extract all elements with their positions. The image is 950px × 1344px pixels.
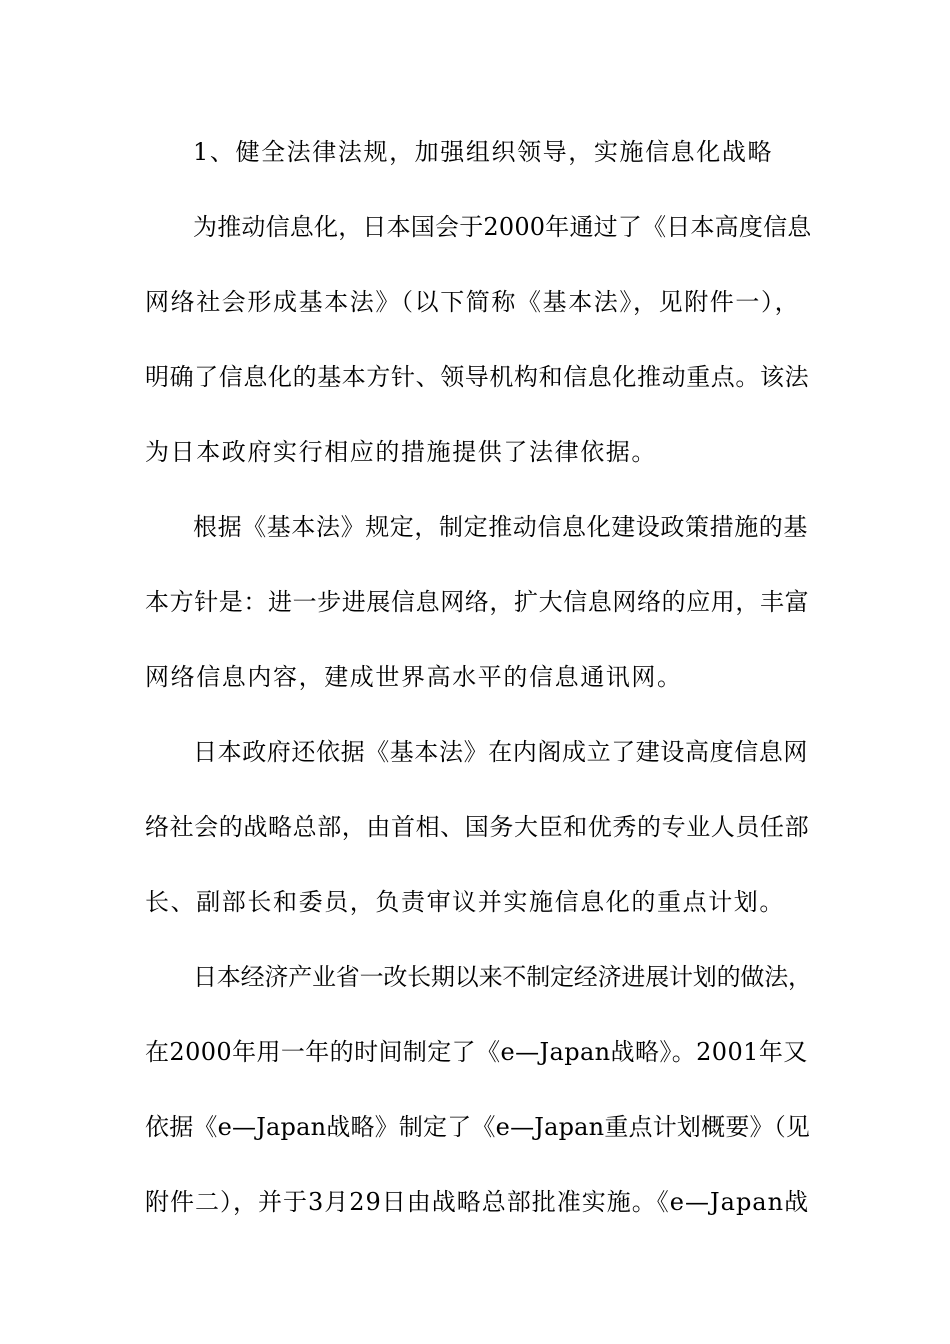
paragraph-line: 依据《e—Japan战略》制定了《e—Japan重点计划概要》（见 (145, 1113, 811, 1141)
paragraph-line: 为推动信息化，日本国会于2000年通过了《日本高度信息 (193, 213, 812, 241)
paragraph-line: 根据《基本法》规定，制定推动信息化建设政策措施的基 (193, 513, 808, 541)
paragraph-line: 网络信息内容，建成世界高水平的信息通讯网。 (145, 663, 683, 691)
paragraph-line: 在2000年用一年的时间制定了《e—Japan战略》。2001年又 (145, 1038, 808, 1066)
paragraph-line: 日本政府还依据《基本法》在内阁成立了建设高度信息网 (193, 738, 808, 766)
paragraph-line: 日本经济产业省一改长期以来不制定经济进展计划的做法， (193, 963, 812, 991)
paragraph-line: 络社会的战略总部，由首相、国务大臣和优秀的专业人员任部 (145, 813, 810, 841)
paragraph-line: 为日本政府实行相应的措施提供了法律依据。 (145, 438, 657, 466)
paragraph-line: 网络社会形成基本法》（以下简称《基本法》，见附件一）， (145, 288, 801, 316)
paragraph-line: 本方针是：进一步进展信息网络，扩大信息网络的应用，丰富 (145, 588, 810, 616)
paragraph-line: 长、副部长和委员，负责审议并实施信息化的重点计划。 (145, 888, 785, 916)
paragraph-line: 附件二），并于3月29日由战略总部批准实施。《e—Japan战 (145, 1188, 810, 1216)
section-heading: 1、健全法律法规，加强组织领导，实施信息化战略 (193, 138, 774, 166)
paragraph-line: 明确了信息化的基本方针、领导机构和信息化推动重点。该法 (145, 363, 810, 391)
